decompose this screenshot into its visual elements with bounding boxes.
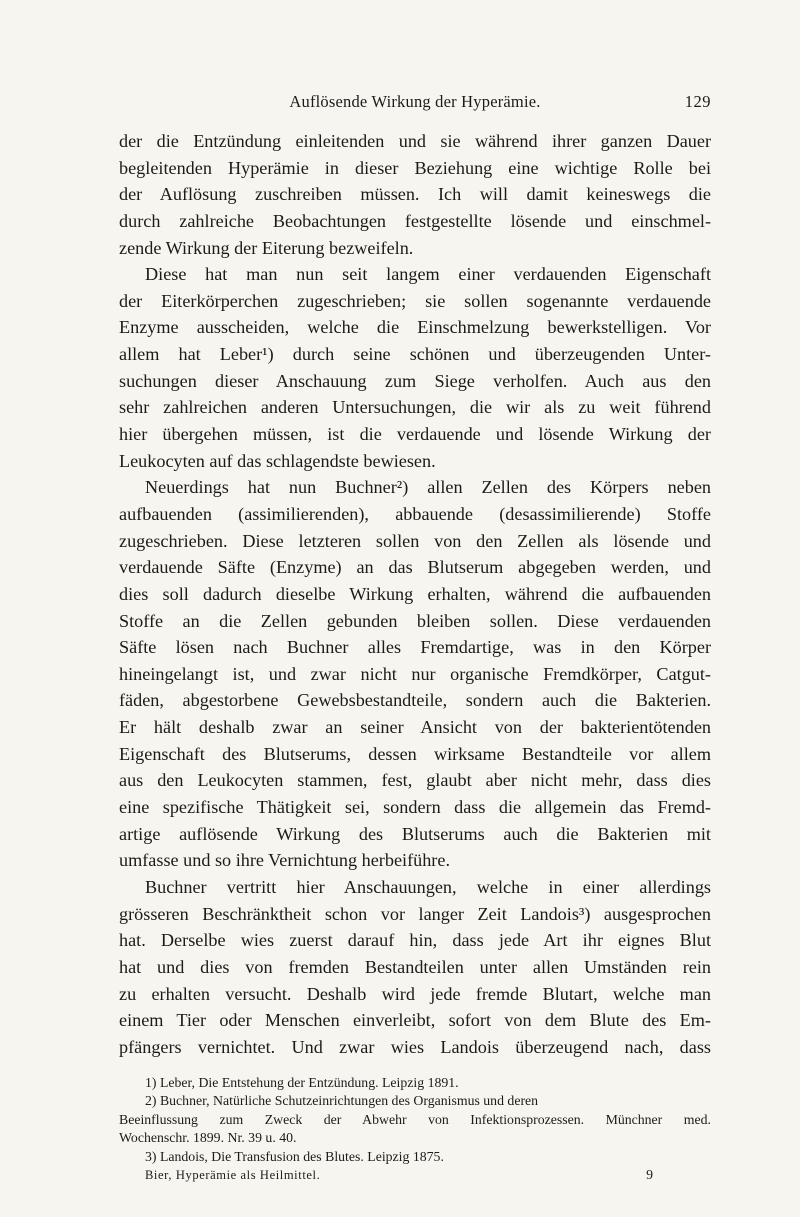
running-title: Auflösende Wirkung der Hyperämie. xyxy=(289,92,541,111)
text-line: Diese hat man nun seit langem einer verdauenden Eigenschaft xyxy=(145,264,711,285)
text-line: verdauende Säfte (Enzyme) an das Blutserum abgegeben werden, und xyxy=(119,557,711,578)
text-line: einem Tier oder Menschen einverleibt, sofort von dem Blute des Em- xyxy=(119,1010,711,1031)
running-head xyxy=(119,92,711,118)
footnote: 1) Leber, Die Entstehung der Entzündung. Leipzig 1891. xyxy=(145,1075,459,1090)
text-line: Buchner vertritt hier Anschauungen, welche in einer allerdings xyxy=(145,876,711,897)
text-line: zugeschrieben. Diese letzteren sollen von den Zellen als lösende und xyxy=(119,530,711,551)
text-line: artige auflösende Wirkung des Blutserums auch die Bakterien mit xyxy=(119,823,711,844)
text-line: Enzyme ausscheiden, welche die Einschmelzung bewerkstelligen. Vor xyxy=(119,317,711,338)
signature-mark: 9 xyxy=(646,1166,653,1182)
text-line: suchungen dieser Anschauung zum Siege verholfen. Auch aus den xyxy=(119,370,711,391)
footnote: 3) Landois, Die Transfusion des Blutes. Leipzig 1875. xyxy=(145,1148,444,1164)
text-line: fäden, abgestorbene Gewebsbestandteile, sondern auch die Bakterien. xyxy=(119,690,711,711)
text-line: hat und dies von fremden Bestandteilen unter allen Umständen rein xyxy=(119,956,711,977)
text-line: allem hat Leber¹) durch seine schönen und überzeugenden Unter- xyxy=(119,344,711,365)
text-line: aufbauenden (assimilierenden), abbauende (desassimilierende) Stoffe xyxy=(119,503,711,524)
footnote: 2) Buchner, Natürliche Schutzeinrichtungen des Organismus und deren xyxy=(145,1093,539,1109)
text-line: hineingelangt ist, und zwar nicht nur organische Fremdkörper, Catgut- xyxy=(119,663,711,684)
text-line: der Auflösung zuschreiben müssen. Ich will damit keineswegs die xyxy=(119,184,711,205)
text-line: Säfte lösen nach Buchner alles Fremdartige, was in den Körper xyxy=(119,637,711,658)
text-line: eine spezifische Thätigkeit sei, sondern dass die allgemein das Fremd- xyxy=(119,797,711,818)
text-line: grösseren Beschränktheit schon vor langer Zeit Landois³) ausgesprochen xyxy=(119,903,711,924)
book-title-signature-line: Bier, Hyperämie als Heilmittel. xyxy=(145,1167,321,1182)
text-line: aus den Leukocyten stammen, fest, glaubt aber nicht mehr, dass dies xyxy=(119,770,711,791)
text-line: Neuerdings hat nun Buchner²) allen Zellen des Körpers neben xyxy=(145,477,711,498)
text-line: pfängers vernichtet. Und zwar wies Landois überzeugend nach, dass xyxy=(119,1036,711,1057)
footnotes xyxy=(119,1074,711,1184)
text-line: der die Entzündung einleitenden und sie während ihrer ganzen Dauer xyxy=(119,131,711,151)
text-line: dies soll dadurch dieselbe Wirkung erhalten, während die aufbauenden xyxy=(119,583,711,604)
book-page xyxy=(119,0,711,1217)
text-line: hier übergehen müssen, ist die verdauende und lösende Wirkung der xyxy=(119,424,711,445)
text-line: Stoffe an die Zellen gebunden bleiben sollen. Diese verdauenden xyxy=(119,610,711,631)
footnote-continuation: Wochenschr. 1899. Nr. 39 u. 40. xyxy=(119,1130,297,1146)
text-line: zende Wirkung der Eiterung bezweifeln. xyxy=(119,237,414,258)
text-line: durch zahlreiche Beobachtungen festgestellte lösende und einschmel- xyxy=(119,210,711,231)
text-line: der Eiterkörperchen zugeschrieben; sie sollen sogenannte verdauende xyxy=(119,290,711,311)
text-line: umfasse und so ihre Vernichtung herbeiführe. xyxy=(119,850,450,871)
text-line: Leukocyten auf das schlagendste bewiesen. xyxy=(119,450,436,471)
text-line: Er hält deshalb zwar an seiner Ansicht von der bakterientötenden xyxy=(119,717,711,738)
page-number: 129 xyxy=(684,92,711,111)
page-footer xyxy=(119,1166,711,1184)
text-line: Eigenschaft des Blutserums, dessen wirksame Bestandteile vor allem xyxy=(119,743,711,764)
body-text xyxy=(119,128,711,1060)
footnote-continuation: Beeinflussung zum Zweck der Abwehr von Infektionsprozessen. Münchner med. xyxy=(119,1111,711,1127)
text-line: sehr zahlreichen anderen Untersuchungen, die wir als zu weit führend xyxy=(119,397,711,418)
text-line: hat. Derselbe wies zuerst darauf hin, dass jede Art ihr eignes Blut xyxy=(119,930,711,951)
text-line: zu erhalten versucht. Deshalb wird jede fremde Blutart, welche man xyxy=(119,983,711,1004)
text-line: begleitenden Hyperämie in dieser Beziehung eine wichtige Rolle bei xyxy=(119,157,711,178)
